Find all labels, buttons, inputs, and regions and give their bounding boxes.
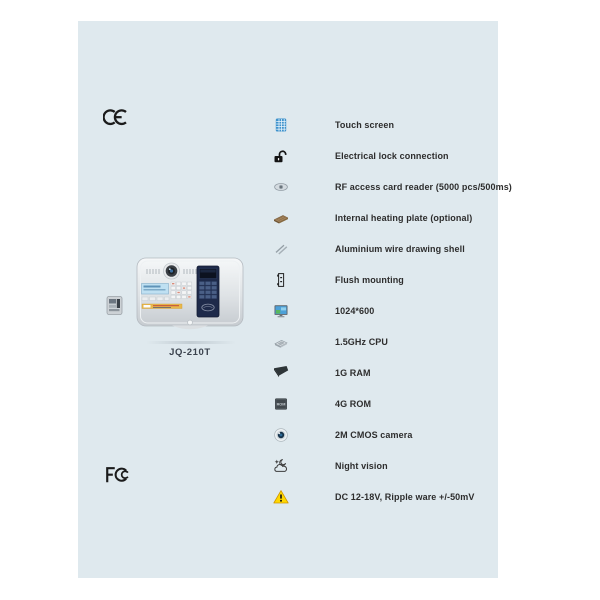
feature-label: RF access card reader (5000 pcs/500ms) (335, 182, 512, 192)
feature-label: Night vision (335, 461, 388, 471)
open-padlock-icon (273, 148, 289, 164)
heating-plate-icon (273, 210, 289, 226)
product-image (133, 255, 247, 341)
feature-label: DC 12-18V, Ripple ware +/-50mV (335, 492, 475, 502)
feature-row (273, 241, 465, 257)
eye-sensor-icon (273, 179, 289, 195)
feature-row (273, 210, 472, 226)
rom-chip-icon (273, 396, 289, 412)
feature-row (273, 489, 474, 505)
brushed-metal-icon (273, 241, 289, 257)
feature-row (273, 179, 512, 195)
product-model-label: JQ-210T (169, 347, 211, 358)
touch-screen-grid-icon (273, 117, 289, 133)
cpu-chip-icon (273, 334, 289, 350)
feature-label: Electrical lock connection (335, 151, 449, 161)
feature-row (273, 396, 371, 412)
night-vision-icon (273, 458, 289, 474)
feature-label: 1024*600 (335, 306, 375, 316)
feature-row (273, 427, 412, 443)
product-reflection (146, 341, 236, 344)
camera-lens-icon (273, 427, 289, 443)
feature-row (273, 303, 374, 319)
feature-row (273, 334, 388, 350)
feature-label: Flush mounting (335, 275, 404, 285)
feature-label: 1.5GHz CPU (335, 337, 389, 347)
feature-row (273, 365, 371, 381)
monitor-icon (273, 303, 289, 319)
feature-label: Touch screen (335, 120, 395, 130)
feature-label: 2M CMOS camera (335, 430, 413, 440)
feature-row (273, 458, 388, 474)
fcc-mark-icon (104, 465, 132, 485)
feature-row (273, 148, 449, 164)
feature-label: Aluminium wire drawing shell (335, 244, 465, 254)
ram-chip-icon (273, 365, 289, 381)
ce-mark-icon (103, 107, 129, 127)
svg-text:ROM: ROM (276, 402, 286, 407)
feature-label: 1G RAM (335, 368, 371, 378)
feature-row (273, 272, 404, 288)
feature-label: 4G ROM (335, 399, 372, 409)
device-thumbnail-icon (106, 295, 123, 316)
feature-label: Internal heating plate (optional) (335, 213, 473, 223)
feature-row (273, 117, 394, 133)
flush-mount-bracket-icon (273, 272, 289, 288)
warning-triangle-icon (273, 489, 289, 505)
